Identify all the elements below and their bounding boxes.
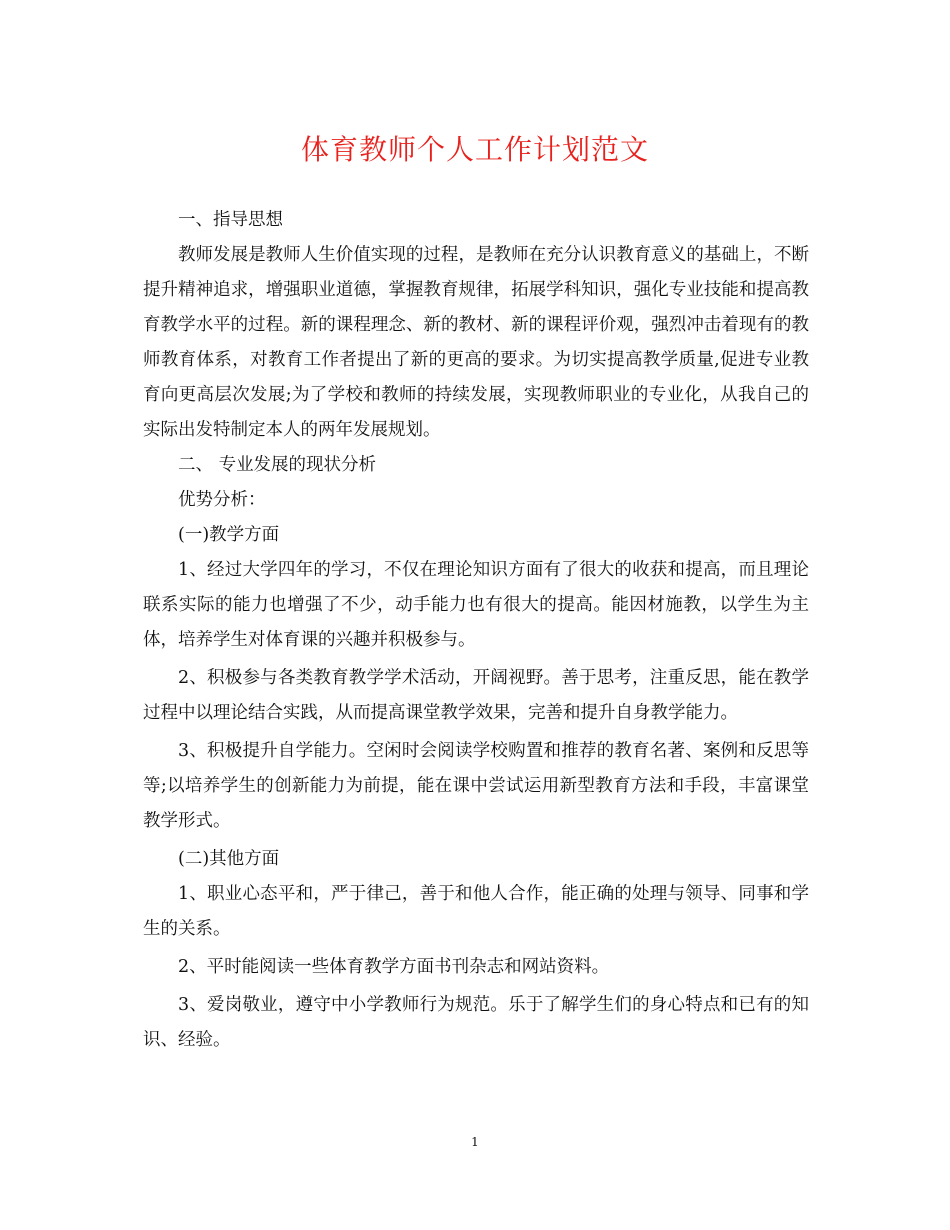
paragraph-other-item-1: 1、职业心态平和，严于律己，善于和他人合作，能正确的处理与领导、同事和学生的关系。 <box>143 884 809 939</box>
subheading-teaching: (一)教学方面 <box>178 525 280 545</box>
subheading-advantages: 优势分析： <box>178 490 266 510</box>
paragraph-teacher-development: 教师发展是教师人生价值实现的过程，是教师在充分认识教育意义的基础上，不断提升精神追求，增强职业道德，掌握教育规律，拓展学科知识，强化专业技能和提高教育教学水平的过程。新的课程理念、新的教材、新的课程评价观，强烈冲击着现有的教师教育体系，对教育工作者提出了新的更高的要求。为切实提高教学质量,促进专业教育向更高层次发展;为了学校和教师的持续发展，实现教师职业的专业化，从我自己的实际出发特制定本人的两年发展规划。 <box>143 245 809 440</box>
document-title: 体育教师个人工作计划范文 <box>300 133 649 166</box>
subheading-other-aspects: (二)其他方面 <box>178 849 280 869</box>
page-number: 1 <box>471 1135 479 1149</box>
document-body <box>143 203 809 1058</box>
section-heading-guiding-thought: 一、指导思想 <box>178 210 283 230</box>
paragraph-other-item-3: 3、爱岗敬业，遵守中小学教师行为规范。乐于了解学生们的身心特点和已有的知识、经验。 <box>143 995 809 1050</box>
paragraph-other-item-2: 2、平时能阅读一些体育教学方面书刊杂志和网站资料。 <box>178 957 610 977</box>
paragraph-teaching-item-2: 2、积极参与各类教育教学学术活动，开阔视野。善于思考，注重反思，能在教学过程中以理论结合实践，从而提高课堂教学效果，完善和提升自身教学能力。 <box>143 668 809 723</box>
paragraph-teaching-item-1: 1、经过大学四年的学习，不仅在理论知识方面有了很大的收获和提高，而且理论联系实际的能力也增强了不少，动手能力也有很大的提高。能因材施教，以学生为主体，培养学生对体育课的兴趣并积极参与。 <box>143 560 809 650</box>
paragraph-teaching-item-3: 3、积极提升自学能力。空闲时会阅读学校购置和推荐的教育名著、案例和反思等等;以培养学生的创新能力为前提，能在课中尝试运用新型教育方法和手段，丰富课堂教学形式。 <box>143 741 809 831</box>
section-heading-status-analysis: 二、 专业发展的现状分析 <box>178 455 377 475</box>
